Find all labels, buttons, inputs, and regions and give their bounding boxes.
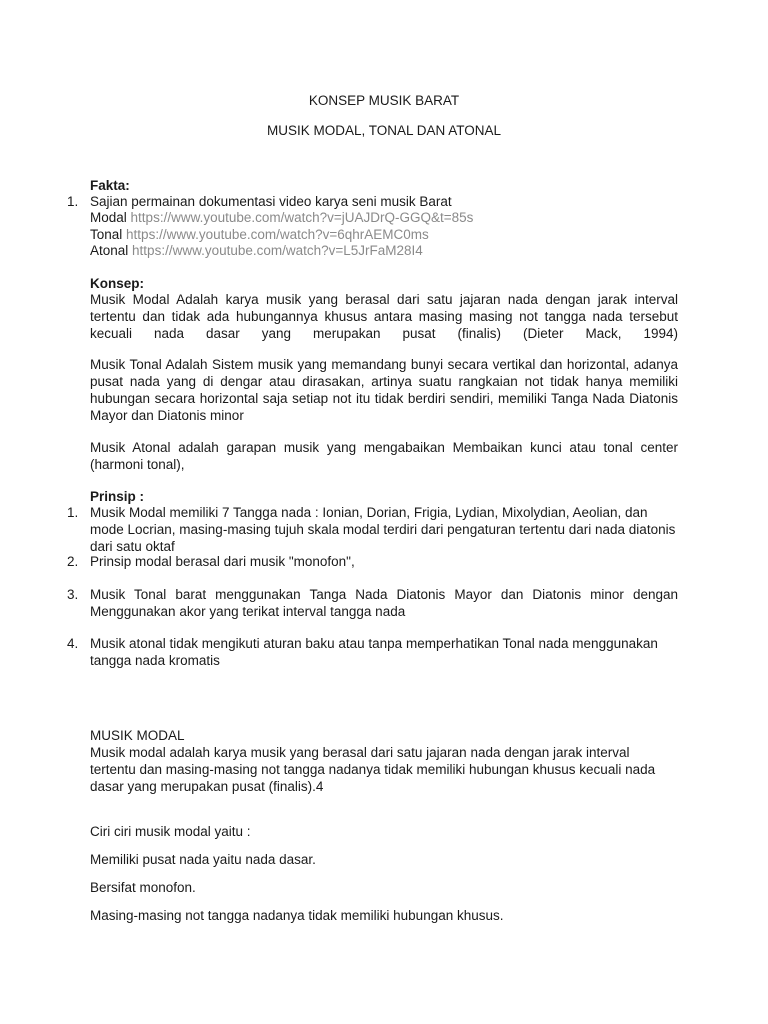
ciri-item: Bersifat monofon. [90,880,196,895]
link-row-atonal [90,242,678,259]
link-url-tonal[interactable]: https://www.youtube.com/watch?v=6qhrAEMC0ms [126,227,429,242]
prinsip-heading: Prinsip : [90,489,145,504]
ciri-item: Memiliki pusat nada yaitu nada dasar. [90,852,316,867]
fakta-heading: Fakta: [90,178,130,193]
ciri-item: Masing-masing not tangga nadanya tidak memiliki hubungan khusus. [90,908,504,923]
prinsip-item-number: 2. [67,554,79,569]
prinsip-item-text: Prinsip modal berasal dari musik "monofon", [90,554,355,569]
link-label-modal: Modal [90,210,127,225]
fakta-item-number: 1. [67,194,79,209]
musik-modal-paragraph: Musik modal adalah karya musik yang berasal dari satu jajaran nada dengan jarak interval tertentu dan masing-masing not tangga nadanya tidak memiliki hubungan khusus kecuali nada dasar yang merupakan pusat (finalis).4 [90,745,656,794]
prinsip-item-text: Musik Modal memiliki 7 Tangga nada : Ionian, Dorian, Frigia, Lydian, Mixolydian, Aeolian, dan mode Locrian, masing-masing tujuh skala modal terdiri dari pengaturan tertentu dari nada diatonis dari satu oktaf [90,505,676,554]
link-row-modal [90,209,678,226]
prinsip-item-number: 1. [67,505,79,520]
konsep-paragraph-tonal: Musik Tonal Adalah Sistem musik yang memandang bunyi secara vertikal dan horizontal, adanya pusat nada yang di dengar atau dirasakan, artinya suatu rangkaian not tidak hanya memiliki hubungan secara horizontal saja setiap not itu tidak berdiri sendiri, memiliki Tanga Nada Diatonis Mayor dan Diatonis minor [90,357,678,423]
prinsip-item-text: Musik Tonal barat menggunakan Tanga Nada Diatonis Mayor dan Diatonis minor dengan Menggunakan akor yang terikat interval tangga nada [90,587,678,619]
link-row-tonal [90,226,678,243]
link-label-atonal: Atonal [90,243,129,258]
prinsip-item-number: 4. [67,636,79,651]
link-url-atonal[interactable]: https://www.youtube.com/watch?v=L5JrFaM28I4 [132,243,423,258]
musik-modal-heading: MUSIK MODAL [90,728,185,743]
konsep-heading: Konsep: [90,276,144,291]
prinsip-item-number: 3. [67,587,79,602]
document-subtitle: MUSIK MODAL, TONAL DAN ATONAL [266,123,502,138]
konsep-paragraph-modal: Musik Modal Adalah karya musik yang berasal dari satu jajaran nada dengan jarak interval tertentu dan tidak ada hubungannya khusus antara masing masing not tangga nada tersebut kecuali nada dasar yang merupakan pusat (finalis) (Dieter Mack, 1994) [90,292,678,341]
document-title: KONSEP MUSIK BARAT [308,93,460,108]
konsep-paragraph-atonal: Musik Atonal adalah garapan musik yang mengabaikan Membaikan kunci atau tonal center (harmoni tonal), [90,440,678,472]
prinsip-item-text: Musik atonal tidak mengikuti aturan baku atau tanpa memperhatikan Tonal nada menggunakan tangga nada kromatis [90,636,658,668]
link-label-tonal: Tonal [90,227,123,242]
fakta-item-text: Sajian permainan dokumentasi video karya seni musik Barat [90,194,452,209]
ciri-intro: Ciri ciri musik modal yaitu : [90,824,251,839]
link-url-modal[interactable]: https://www.youtube.com/watch?v=jUAJDrQ-GGQ&t=85s [130,210,474,225]
